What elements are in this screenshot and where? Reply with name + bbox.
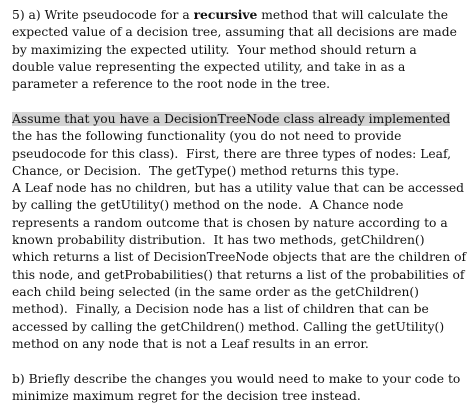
assume-line-6: by calling the getUtility() method on the node. A Chance node <box>12 198 404 213</box>
assume-line-3: pseudocode for this class). First, there are three types of nodes: Leaf, <box>12 146 452 161</box>
part-a-line-2: expected value of a decision tree, assuming that all decisions are made <box>12 25 457 40</box>
part-a-line-1 <box>12 6 468 24</box>
assume-line-8: known probability distribution. It has two methods, getChildren() <box>12 233 425 248</box>
assume-line-2: the has the following functionality (you do not need to provide <box>12 129 402 144</box>
assume-line-5: A Leaf node has no children, but has a utility value that can be accessed <box>12 181 464 196</box>
assume-line-13: accessed by calling the getChildren() method. Calling the getUtility() <box>12 319 445 334</box>
assume-line-12: method). Finally, a Decision node has a list of children that can be <box>12 302 429 317</box>
part-a-line-4: double value representing the expected utility, and take in as a <box>12 59 406 74</box>
paragraph-gap <box>12 93 468 111</box>
recursive-emphasis: recursive <box>193 7 258 22</box>
assume-line-9: which returns a list of DecisionTreeNode objects that are the children of <box>12 250 467 265</box>
assume-line-7: represents a random outcome that is chosen by nature according to a <box>12 215 448 230</box>
assume-line-1 <box>12 111 468 128</box>
assume-line-11: each child being selected (in the same order as the getChildren() <box>12 284 419 299</box>
part-a-line-3: by maximizing the expected utility. Your method should return a <box>12 42 417 57</box>
part-b-line-1: b) Briefly describe the changes you would need to make to your code to <box>12 371 461 386</box>
part-a-line-5: parameter a reference to the root node in the tree. <box>12 77 331 92</box>
question-document <box>12 6 468 405</box>
part-b-line-2: minimize maximum regret for the decision tree instead. <box>12 388 361 403</box>
assume-line-10: this node, and getProbabilities() that returns a list of the probabilities of <box>12 267 465 282</box>
highlighted-text: Assume that you have a DecisionTreeNode class already implemented <box>12 111 451 126</box>
part-a-text-start: 5) a) Write pseudocode for a <box>12 8 194 22</box>
assume-line-4: Chance, or Decision. The getType() method returns this type. <box>12 163 400 178</box>
assume-paragraph <box>12 111 468 353</box>
part-a-paragraph <box>12 6 468 93</box>
part-b-paragraph <box>12 371 468 406</box>
assume-line-14: method on any node that is not a Leaf results in an error. <box>12 336 369 351</box>
part-a-text-end: method that will calculate the <box>257 8 449 22</box>
paragraph-gap <box>12 353 468 371</box>
